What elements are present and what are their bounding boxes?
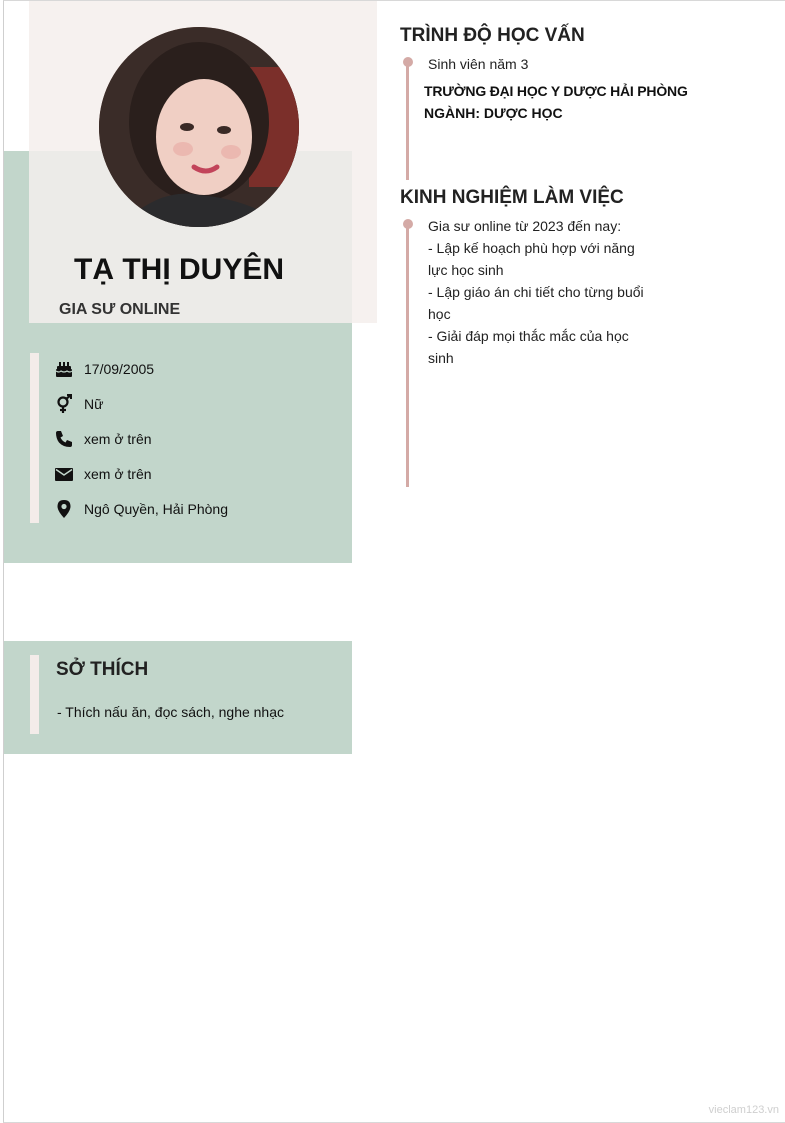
- avatar-photo: [99, 27, 299, 227]
- avatar-illustration: [99, 27, 299, 227]
- education-timeline-line: [406, 62, 409, 180]
- watermark: vieclam123.vn: [708, 1104, 779, 1116]
- contact-item-email: [54, 462, 152, 486]
- candidate-name: TẠ THỊ DUYÊN: [74, 253, 284, 286]
- education-school: TRƯỜNG ĐẠI HỌC Y DƯỢC HẢI PHÒNG: [424, 83, 688, 99]
- contact-item-address: [54, 497, 228, 521]
- hobby-panel: [4, 641, 352, 754]
- hobby-heading: SỞ THÍCH: [56, 659, 149, 680]
- experience-line: - Giải đáp mọi thắc mắc của học sinh: [428, 328, 629, 366]
- contact-item-birthday: [54, 357, 154, 381]
- experience-line: - Lập giáo án chi tiết cho từng buổi học: [428, 284, 644, 322]
- education-timeline-dot: [403, 57, 413, 67]
- contact-item-gender: [54, 392, 103, 416]
- education-heading: TRÌNH ĐỘ HỌC VẤN: [400, 25, 585, 46]
- experience-heading: KINH NGHIỆM LÀM VIỆC: [400, 187, 624, 208]
- experience-timeline-dot: [403, 219, 413, 229]
- phone-icon: [54, 429, 74, 449]
- gender-icon: [54, 394, 74, 414]
- experience-description: [428, 215, 653, 369]
- hobby-accent-bar: [30, 655, 39, 734]
- phone-value: xem ở trên: [84, 431, 152, 447]
- email-icon: [54, 464, 74, 484]
- contact-item-phone: [54, 427, 152, 451]
- birthday-cake-icon: [54, 359, 74, 379]
- job-title: GIA SƯ ONLINE: [59, 301, 181, 318]
- address-value: Ngô Quyền, Hải Phòng: [84, 501, 228, 517]
- experience-line: - Lập kế hoạch phù hợp với năng lực học sinh: [428, 240, 635, 278]
- contact-accent-bar: [30, 353, 39, 523]
- experience-timeline-line: [406, 224, 409, 487]
- location-pin-icon: [54, 499, 74, 519]
- hobby-text: - Thích nấu ăn, đọc sách, nghe nhạc: [57, 704, 285, 720]
- gender-value: Nữ: [84, 396, 104, 412]
- education-major: NGÀNH: DƯỢC HỌC: [424, 105, 563, 121]
- education-status: Sinh viên năm 3: [428, 56, 529, 72]
- email-value: xem ở trên: [84, 466, 152, 482]
- experience-line: Gia sư online từ 2023 đến nay:: [428, 218, 622, 234]
- birthday-value: 17/09/2005: [84, 361, 155, 377]
